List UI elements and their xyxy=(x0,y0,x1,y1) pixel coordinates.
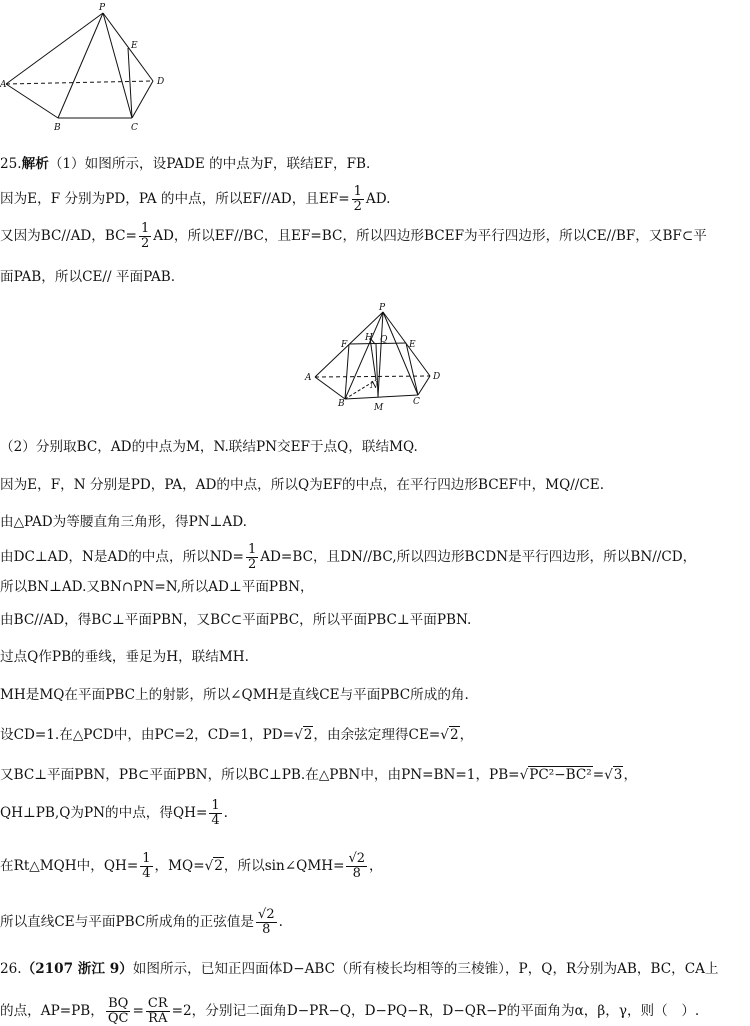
fraction xyxy=(106,997,131,1026)
text-segment: AD，所以EF//BC，且EF=BC，所以四边形BCEF为平行四边形，所以CE//BF，又BF⊂平 xyxy=(153,228,707,244)
fig1-label-b: B xyxy=(54,123,61,133)
numerator: BQ xyxy=(106,997,131,1012)
text-segment: MH是MQ在平面PBC上的射影，所以∠QMH是直线CE与平面PBC所成的角. xyxy=(0,687,469,703)
denominator: 4 xyxy=(211,813,220,828)
fig2-label-d: D xyxy=(433,372,441,382)
radicand: 2 xyxy=(214,858,223,874)
numerator: CR xyxy=(147,996,168,1011)
text-segment: 的点，AP=PB， xyxy=(0,1003,104,1019)
fig1-label-e: E xyxy=(131,41,138,51)
solution-line-14 xyxy=(0,766,637,784)
solution-line-8 xyxy=(0,543,696,572)
radicand: 2 xyxy=(303,727,313,743)
denominator: 2 xyxy=(247,557,257,572)
text-segment: 过点Q作PB的垂线，垂足为H，联结MH. xyxy=(0,649,249,665)
fig2-label-n: N xyxy=(370,381,378,391)
fig2-label-b: B xyxy=(338,399,345,409)
pyramid-figure-2 xyxy=(300,300,460,415)
sqrt-expression: √PC²−BC² xyxy=(519,767,592,783)
text-segment: =2，分别记二面角D−PR−Q，D−PQ−R，D−QR−P的平面角为α，β，γ，则（ ）. xyxy=(171,1003,700,1019)
fraction xyxy=(139,222,151,251)
text-segment: . xyxy=(223,805,228,821)
numerator: 1 xyxy=(353,184,362,199)
fig2-label-h: H xyxy=(365,333,373,343)
text-segment: 又BC⊥平面PBN，PB⊂平面PBN，所以BC⊥PB.在△PBN中，由PN=BN=1，PB= xyxy=(0,767,520,783)
text-segment: 由BC//AD，得BC⊥平面PBN，又BC⊂平面PBC，所以平面PBC⊥平面PBN. xyxy=(0,612,472,628)
problem-number: 25. xyxy=(0,156,22,172)
solution-line-12 xyxy=(0,686,469,704)
denominator: 2 xyxy=(353,199,362,214)
denominator: QC xyxy=(107,1011,129,1026)
solution-line-4 xyxy=(0,268,175,286)
problem-26-line-2 xyxy=(0,997,699,1026)
fig2-label-e: E xyxy=(409,340,416,350)
solution-line-7 xyxy=(0,513,247,531)
text-segment: = xyxy=(592,767,605,783)
numerator: 1 xyxy=(142,851,151,866)
numerator: √2 xyxy=(348,851,366,866)
text-segment: 如图所示，已知正四面体D−ABC（所有棱长均相等的三棱锥），P，Q，R分别为AB，BC，CA上 xyxy=(132,961,719,977)
text-segment: . xyxy=(278,914,283,930)
denominator: 2 xyxy=(140,236,150,251)
sqrt-expression: √2 xyxy=(440,727,459,743)
solution-heading: 解析 xyxy=(21,156,49,172)
fraction xyxy=(352,185,364,214)
denominator: RA xyxy=(148,1011,168,1026)
radicand: 2 xyxy=(449,727,459,743)
numerator: 1 xyxy=(247,542,257,557)
text-segment: （1）如图所示，设PADE 的中点为F，联结EF，FB. xyxy=(48,156,371,172)
numerator: 1 xyxy=(140,221,150,236)
numerator: 1 xyxy=(211,798,220,813)
text-segment: 在Rt△MQH中，QH= xyxy=(0,858,139,874)
text-segment: ，所以sin∠QMH= xyxy=(223,858,345,874)
text-segment: ， xyxy=(459,727,474,743)
text-segment: QH⊥PB,Q为PN的中点，得QH= xyxy=(0,805,208,821)
fraction xyxy=(246,543,258,572)
fig2-label-m: M xyxy=(374,403,384,413)
text-segment: ， xyxy=(623,767,638,783)
text-segment: 因为E，F 分别为PD，PA 的中点，所以EF//AD，且EF= xyxy=(0,191,350,207)
fraction xyxy=(346,852,367,881)
problem-source: （2107 浙江 9） xyxy=(21,961,133,977)
fig1-label-d: D xyxy=(157,77,165,87)
problem-number: 26. xyxy=(0,961,22,977)
fraction xyxy=(209,799,221,828)
solution-line-1 xyxy=(0,155,370,173)
fig1-label-c: C xyxy=(131,123,138,133)
solution-line-16 xyxy=(0,852,383,881)
text-segment: 所以直线CE与平面PBC所成角的正弦值是 xyxy=(0,914,255,930)
solution-line-10 xyxy=(0,611,471,629)
text-segment: 又因为BC//AD，BC= xyxy=(0,228,137,244)
text-segment: 面PAB，所以CE// 平面PAB. xyxy=(0,269,176,285)
solution-line-9 xyxy=(0,578,314,596)
fig1-label-p: P xyxy=(99,3,106,13)
fig2-label-c: C xyxy=(413,397,420,407)
text-segment: ， xyxy=(369,858,383,874)
solution-line-2 xyxy=(0,185,390,214)
text-segment: 因为E，F，N 分别是PD，PA，AD的中点，所以Q为EF的中点，在平行四边形BCEF中，MQ//CE. xyxy=(0,477,605,493)
text-segment: （2）分别取BC，AD的中点为M，N.联结PN交EF于点Q，联结MQ. xyxy=(0,439,418,455)
denominator: 8 xyxy=(262,922,271,937)
text-segment: 设CD=1.在△PCD中，由PC=2，CD=1，PD= xyxy=(0,727,295,743)
solution-line-15 xyxy=(0,799,228,828)
fraction xyxy=(256,908,277,937)
text-segment: AD=BC，且DN//BC,所以四边形BCDN是平行四边形，所以BN//CD， xyxy=(260,549,697,565)
text-segment: ，由余弦定理得CE= xyxy=(313,727,441,743)
denominator: 8 xyxy=(352,866,361,881)
denominator: 4 xyxy=(142,866,151,881)
pyramid-figure-1 xyxy=(0,0,170,135)
problem-26-line-1 xyxy=(0,960,719,978)
text-segment: = xyxy=(132,1003,144,1019)
fig2-label-q: Q xyxy=(380,335,388,345)
solution-line-17 xyxy=(0,908,283,937)
solution-line-13 xyxy=(0,726,473,744)
numerator: √2 xyxy=(258,907,275,922)
text-segment: 由DC⊥AD，N是AD的中点，所以ND= xyxy=(0,549,244,565)
solution-line-6 xyxy=(0,476,604,494)
fig2-label-f: F xyxy=(341,340,348,350)
radicand: PC²−BC² xyxy=(529,767,592,783)
solution-line-5 xyxy=(0,438,418,456)
text-segment: AD. xyxy=(365,191,391,207)
fig1-label-a: A xyxy=(0,80,7,90)
solution-line-3 xyxy=(0,222,707,251)
solution-line-11 xyxy=(0,648,249,666)
text-segment: 所以BN⊥AD.又BN∩PN=N,所以AD⊥平面PBN， xyxy=(0,579,314,595)
sqrt-expression: √2 xyxy=(294,727,313,743)
sqrt-expression: √3 xyxy=(604,767,623,783)
text-segment: 由△PAD为等腰直角三角形，得PN⊥AD. xyxy=(0,514,247,530)
radicand: 3 xyxy=(613,767,623,783)
sqrt-expression: √2 xyxy=(204,858,223,874)
fig2-label-a: A xyxy=(305,373,312,383)
text-segment: ，MQ= xyxy=(154,858,205,874)
fraction xyxy=(140,852,152,881)
fraction xyxy=(146,997,170,1026)
fig2-label-p: P xyxy=(379,303,386,313)
